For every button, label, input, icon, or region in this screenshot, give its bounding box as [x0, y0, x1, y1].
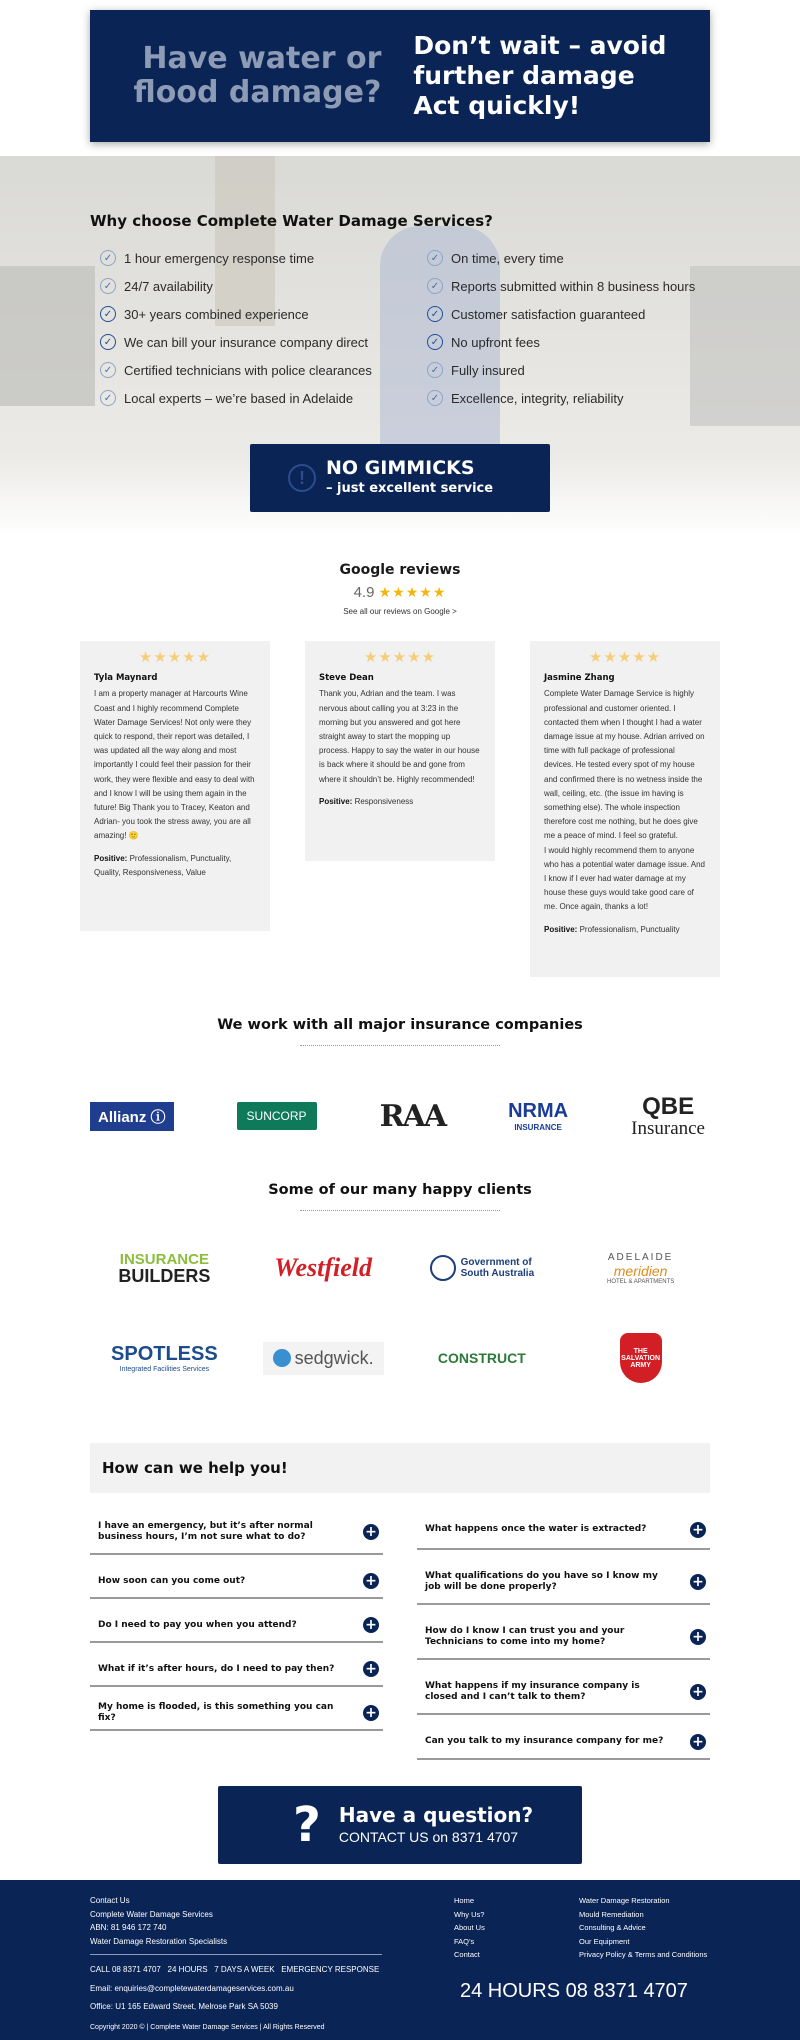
insurance-title: We work with all major insurance companies [217, 1017, 583, 1033]
plus-circle-icon[interactable]: + [690, 1629, 706, 1645]
review-text: Thank you, Adrian and the team. I was nervous about calling you at 3:23 in the morning but you answered and got here straight away to start the mopping up process. Happy to say the water in our house is back where it should be and gone from where it shouldn’t be. Highly recommended! [319, 689, 480, 784]
benefit-item [100, 362, 427, 378]
faq-item[interactable] [90, 1687, 383, 1731]
check-circle-icon: ✓ [427, 334, 443, 350]
faq-item[interactable] [417, 1660, 710, 1715]
faq-item[interactable] [90, 1511, 383, 1555]
plus-circle-icon[interactable]: + [690, 1574, 706, 1590]
exclamation-circle-icon: ! [288, 464, 316, 492]
faq-item[interactable] [417, 1605, 710, 1660]
benefit-item [427, 250, 727, 266]
banner-left-line-2: flood damage? [133, 75, 382, 110]
benefit-label: Local experts – we’re based in Adelaide [124, 390, 354, 406]
contact-cta-banner[interactable] [218, 1786, 582, 1864]
benefit-item [100, 250, 427, 266]
logo-text: SPOTLESS [111, 1343, 218, 1365]
government-seal-icon [430, 1255, 456, 1281]
faq-columns [90, 1493, 710, 1760]
plus-circle-icon[interactable]: + [690, 1734, 706, 1750]
faq-question: Do I need to pay you when you attend? [98, 1619, 297, 1630]
rating-value: 4.9 [353, 584, 375, 601]
review-card [530, 641, 720, 977]
star-rating-icon: ★★★★★ [378, 584, 447, 600]
nrma-logo-subtext: INSURANCE [514, 1123, 562, 1132]
benefit-label: No upfront fees [451, 334, 540, 350]
benefit-item [427, 278, 727, 294]
logo-text: Government of [460, 1257, 532, 1268]
benefit-label: 1 hour emergency response time [124, 250, 315, 266]
suncorp-logo: SUNCORP [237, 1102, 317, 1130]
faq-item[interactable] [90, 1599, 383, 1643]
contact-cta-title: Have a question? [338, 1803, 534, 1827]
banner-right-line-1: Don’t wait – avoid [413, 31, 667, 60]
check-circle-icon: ✓ [427, 250, 443, 266]
footer-nav [454, 1894, 579, 2040]
why-choose-section [0, 156, 800, 536]
footer-link-faqs[interactable]: FAQ’s [454, 1936, 475, 1946]
why-choose-title: Why choose Complete Water Damage Services? [90, 212, 493, 230]
insurance-section [0, 977, 800, 1146]
clients-title: Some of our many happy clients [268, 1182, 532, 1198]
footer-link-why-us[interactable]: Why Us? [454, 1909, 485, 1919]
reviewer-name: Jasmine Zhang [544, 673, 615, 684]
footer-link-mould-remediation[interactable]: Mould Remediation [579, 1909, 644, 1919]
plus-circle-icon[interactable]: + [690, 1522, 706, 1538]
positive-label: Positive: [544, 924, 578, 934]
top-banner [90, 10, 710, 142]
footer-tagline: Water Damage Restoration Specialists [90, 1936, 228, 1946]
footer-company-name: Complete Water Damage Services [90, 1909, 213, 1919]
review-text: Complete Water Damage Service is highly professional and customer oriented. I contacted them when I thought I had a water damage issue at my house. Adrian arrived on time with full package of professional devices. He tested every spot of my house and confirmed there is no wetness inside the wall, ceiling, etc. (the issue im having is something else). The whole inspection therefore cost me nothing, but he does give me a peace of mind. I feel so grateful. [544, 689, 705, 841]
footer-email-link[interactable]: Email: enquiries@completewaterdamageservices.com.au [90, 1983, 294, 1993]
check-circle-icon: ✓ [100, 306, 116, 322]
faq-question: What qualifications do you have so I know my job will be done properly? [425, 1570, 658, 1592]
nrma-logo [508, 1100, 568, 1132]
spotless-logo [85, 1323, 244, 1393]
banner-question [134, 42, 382, 110]
benefit-label: Reports submitted within 8 business hours [451, 278, 696, 294]
construct-services-logo: CONSTRUCT [437, 1350, 526, 1366]
star-rating-icon: ★★★★★ [138, 649, 212, 666]
plus-circle-icon[interactable]: + [690, 1684, 706, 1700]
review-positive [544, 923, 706, 937]
footer-office-address: Office: U1 165 Edward Street, Melrose Park SA 5039 [90, 2002, 278, 2011]
star-rating-icon: ★★★★★ [588, 649, 662, 666]
footer-link-our-equipment[interactable]: Our Equipment [579, 1936, 630, 1946]
faq-question: How soon can you come out? [98, 1575, 246, 1586]
insurance-logos [0, 1046, 800, 1146]
logo-text: Integrated Facilities Services [119, 1366, 210, 1373]
positive-values: Professionalism, Punctuality [577, 924, 680, 934]
clients-section [0, 1146, 800, 1393]
faq-question: How do I know I can trust you and your Technicians to come into my home? [425, 1625, 625, 1647]
check-circle-icon: ✓ [100, 334, 116, 350]
footer-link-about-us[interactable]: About Us [454, 1923, 485, 1932]
plus-circle-icon[interactable]: + [363, 1617, 379, 1633]
banner-cta-text [413, 31, 666, 121]
benefits-list [90, 250, 710, 406]
logo-text: South Australia [460, 1268, 535, 1279]
google-reviews-title: Google reviews [339, 562, 461, 578]
government-sa-logo [403, 1233, 562, 1303]
salvation-army-logo: THE SALVATION ARMY [620, 1333, 662, 1383]
footer-link-water-damage-restoration[interactable]: Water Damage Restoration [579, 1896, 670, 1905]
logo-text: ADELAIDE [607, 1251, 674, 1263]
faq-question: What happens if my insurance company is closed and I can’t talk to them? [425, 1680, 640, 1702]
footer-divider [90, 1954, 382, 1955]
google-reviews-section [0, 536, 800, 619]
footer-call-line[interactable]: CALL 08 8371 4707 24 HOURS 7 DAYS A WEEK EMERGENCY RESPONSE [90, 1965, 380, 1974]
question-mark-icon: ? [293, 1797, 321, 1853]
check-circle-icon: ✓ [100, 390, 116, 406]
check-circle-icon: ✓ [427, 306, 443, 322]
benefit-item [100, 278, 427, 294]
positive-label: Positive: [319, 796, 353, 806]
faq-left-column [90, 1511, 383, 1760]
benefit-label: On time, every time [451, 250, 564, 266]
check-circle-icon: ✓ [427, 278, 443, 294]
faq-question: My home is flooded, is this something you can fix? [98, 1702, 334, 1723]
review-positive [94, 852, 256, 880]
positive-values: Responsiveness [352, 796, 414, 806]
sedgwick-logo-wrap [244, 1323, 403, 1393]
faq-question: What if it’s after hours, do I need to pay then? [98, 1663, 335, 1674]
footer-contact [90, 1894, 382, 2040]
raa-logo: RAA [379, 1098, 446, 1134]
benefit-label: 30+ years combined experience [124, 306, 309, 322]
benefit-item [427, 390, 727, 406]
footer-link-home[interactable]: Home [454, 1896, 475, 1905]
footer-link-privacy-terms[interactable]: Privacy Policy & Terms and Conditions [579, 1950, 708, 1959]
footer-services [579, 1894, 707, 2040]
review-card [305, 641, 495, 861]
positive-label: Positive: [94, 853, 128, 863]
banner-right-line-3: Act quickly! [413, 91, 581, 120]
faq-question: Can you talk to my insurance company for me? [425, 1736, 664, 1746]
see-all-reviews-link[interactable]: See all our reviews on Google > [343, 607, 457, 616]
contact-cta-phone[interactable]: CONTACT US on 8371 4707 [338, 1829, 519, 1845]
client-logos [0, 1211, 800, 1393]
footer-contact-title: Contact Us [90, 1896, 130, 1905]
plus-circle-icon[interactable]: + [363, 1573, 379, 1589]
no-gimmicks-banner [250, 444, 550, 512]
qbe-logo [631, 1092, 705, 1139]
reviewer-name: Tyla Maynard [94, 673, 158, 684]
salvation-army-logo-wrap [561, 1323, 720, 1393]
qbe-logo-text: QBE [642, 1092, 695, 1120]
logo-text: sedgwick. [294, 1347, 374, 1368]
adelaide-meridien-logo [561, 1233, 720, 1303]
footer-link-consulting-advice[interactable]: Consulting & Advice [579, 1923, 646, 1932]
plus-circle-icon[interactable]: + [363, 1705, 379, 1721]
review-card [80, 641, 270, 931]
google-rating [0, 584, 800, 601]
positive-values: Professionalism, Punctuality, Quality, Responsiveness, Value [94, 853, 232, 877]
check-circle-icon: ✓ [100, 278, 116, 294]
footer-phone-24h[interactable]: 24 HOURS 08 8371 4707 [460, 1980, 688, 2002]
benefit-label: Customer satisfaction guaranteed [451, 306, 646, 322]
footer-abn: ABN: 81 946 172 740 [90, 1923, 167, 1932]
footer-copyright: Copyright 2020 © | Complete Water Damage Services | All Rights Reserved [90, 2023, 325, 2031]
faq-question: I have an emergency, but it’s after normal business hours, I’m not sure what to do? [98, 1521, 313, 1542]
faq-question: What happens once the water is extracted? [425, 1524, 647, 1534]
footer [0, 1880, 800, 2040]
no-gimmicks-title: NO GIMMICKS [326, 457, 475, 479]
plus-circle-icon[interactable]: + [363, 1524, 379, 1540]
top-banner-section [0, 0, 800, 156]
benefit-label: We can bill your insurance company direct [124, 334, 368, 350]
check-circle-icon: ✓ [427, 390, 443, 406]
logo-text: HOTEL & APARTMENTS [607, 1278, 675, 1285]
westfield-logo: Westfield [274, 1253, 372, 1282]
benefit-label: Fully insured [451, 362, 525, 378]
faq-item[interactable] [90, 1643, 383, 1687]
qbe-logo-subtext: Insurance [631, 1117, 705, 1139]
plus-circle-icon[interactable]: + [363, 1661, 379, 1677]
star-rating-icon: ★★★★★ [363, 649, 437, 666]
adelaide-insurance-builders-logo [85, 1233, 244, 1303]
benefit-item [100, 306, 427, 322]
review-positive [319, 795, 481, 809]
benefit-item [427, 306, 727, 322]
benefit-label: Excellence, integrity, reliability [451, 390, 624, 406]
benefit-item [427, 334, 727, 350]
check-circle-icon: ✓ [100, 362, 116, 378]
footer-link-contact[interactable]: Contact [454, 1950, 480, 1959]
logo-text: INSURANCE [119, 1250, 209, 1268]
no-gimmicks-subtitle: – just excellent service [326, 481, 494, 496]
nrma-logo-text: NRMA [508, 1100, 569, 1122]
benefit-item [100, 390, 427, 406]
sedgwick-logo [263, 1342, 384, 1375]
logo-text: meridien [613, 1262, 668, 1279]
reviewer-name: Steve Dean [319, 673, 374, 684]
allianz-logo: Allianz ⓘ [90, 1102, 174, 1131]
check-circle-icon: ✓ [427, 362, 443, 378]
benefit-item [427, 362, 727, 378]
faq-right-column [417, 1511, 710, 1760]
faq-item[interactable] [90, 1555, 383, 1599]
faq-item[interactable] [417, 1715, 710, 1760]
banner-left-line-1: Have water or [142, 41, 382, 76]
logo-text: BUILDERS [118, 1265, 211, 1286]
banner-right-line-2: further damage [413, 61, 635, 90]
review-text-continued: I would highly recommend them to anyone who has a potential water damage issue. And I know if I ever had water damage at my house these guys would take good care of me. Once again, thanks a lot! [544, 845, 705, 912]
benefit-label: Certified technicians with police clearances [124, 362, 372, 378]
check-circle-icon: ✓ [100, 250, 116, 266]
benefit-item [100, 334, 427, 350]
sedgwick-globe-icon [273, 1349, 291, 1367]
review-cards [0, 619, 800, 977]
faq-item[interactable] [417, 1550, 710, 1605]
benefit-label: 24/7 availability [124, 278, 213, 294]
faq-section [0, 1393, 800, 1760]
faq-title: How can we help you! [90, 1443, 710, 1493]
review-text: I am a property manager at Harcourts Wine Coast and I highly recommend Complete Water Damage Services! Not only were they quick to respond, their report was detailed, I was updated all the way along and most importantly I could feel their passion for their work, they were flexible and easy to deal with and I know I will be using them again in the future! Big Thank you to Tracey, Keaton and Adrian- you took the stress away, you are all amazing! 🙂 [94, 689, 255, 841]
faq-item[interactable] [417, 1511, 710, 1550]
